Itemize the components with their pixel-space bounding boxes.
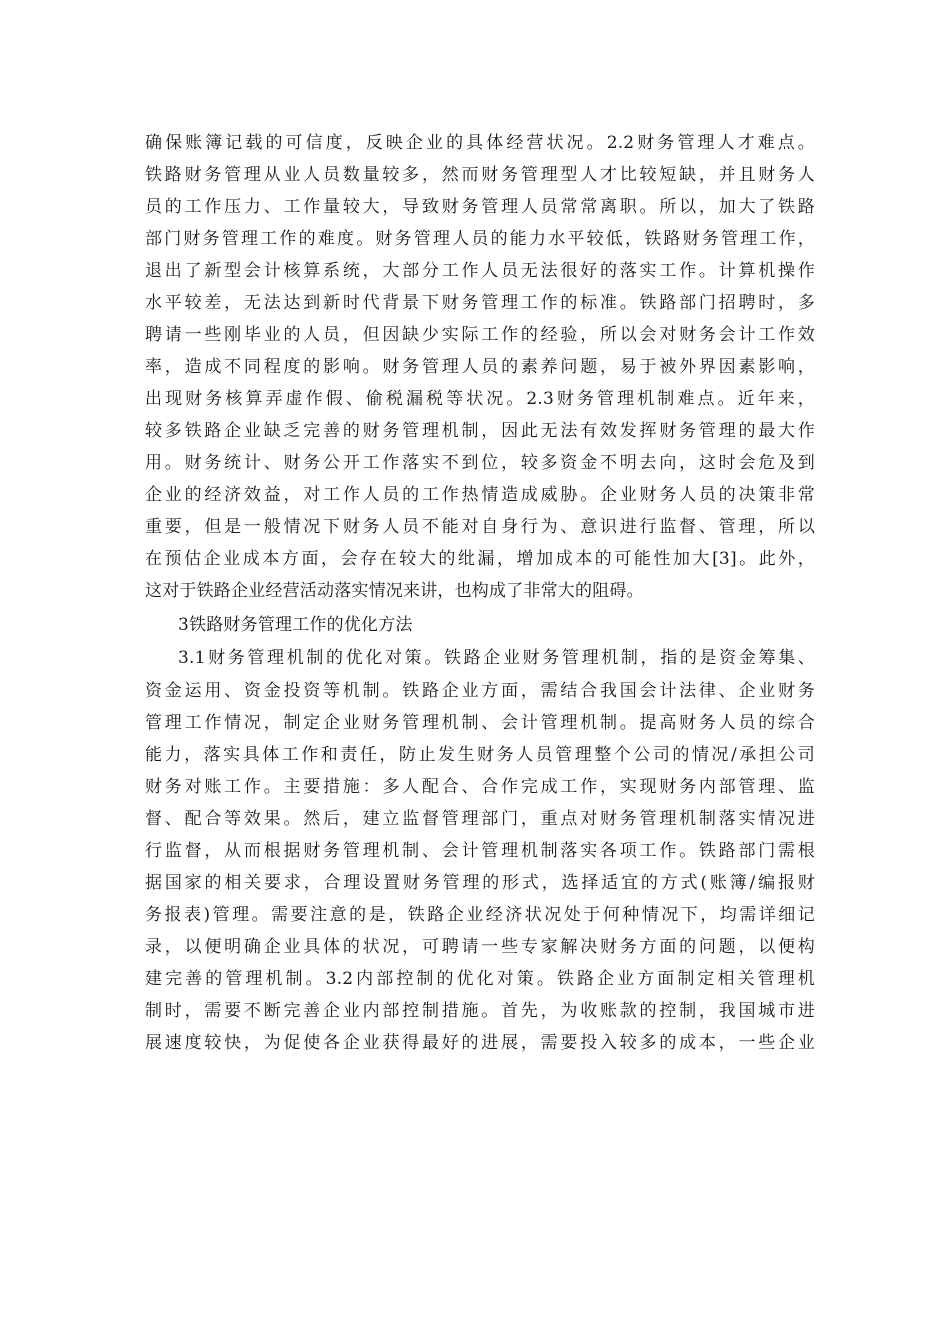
text-line: 退出了新型会计核算系统，大部分工作人员无法很好的落实工作。计算机操作 bbox=[145, 261, 815, 281]
text-line: 行监督，从而根据财务管理机制、会计管理机制落实各项工作。铁路部门需根 bbox=[145, 841, 815, 861]
text-line: 在预估企业成本方面，会存在较大的纰漏，增加成本的可能性加大[3]。此外， bbox=[145, 549, 815, 569]
text-line: 水平较差，无法达到新时代背景下财务管理工作的标准。铁路部门招聘时，多 bbox=[145, 293, 815, 313]
text-line: 务报表)管理。需要注意的是，铁路企业经济状况处于何种情况下，均需详细记 bbox=[145, 905, 815, 925]
text-line: 据国家的相关要求，合理设置财务管理的形式，选择适宜的方式(账簿/编报财 bbox=[145, 873, 815, 893]
text-line: 3.1财务管理机制的优化对策。铁路企业财务管理机制，指的是资金筹集、 bbox=[178, 648, 815, 668]
text-line: 铁路财务管理从业人员数量较多，然而财务管理型人才比较短缺，并且财务人 bbox=[145, 165, 815, 185]
text-line: 员的工作压力、工作量较大，导致财务管理人员常常离职。所以，加大了铁路 bbox=[145, 197, 815, 217]
text-line: 聘请一些刚毕业的人员，但因缺少实际工作的经验，所以会对财务会计工作效 bbox=[145, 325, 815, 345]
text-line: 用。财务统计、财务公开工作落实不到位，较多资金不明去向，这时会危及到 bbox=[145, 453, 815, 473]
text-line: 录，以便明确企业具体的状况，可聘请一些专家解决财务方面的问题，以便构 bbox=[145, 937, 815, 957]
text-line: 展速度较快，为促使各企业获得最好的进展，需要投入较多的成本，一些企业 bbox=[145, 1033, 815, 1053]
text-line: 这对于铁路企业经营活动落实情况来讲，也构成了非常大的阻碍。 bbox=[145, 581, 644, 601]
text-line: 确保账簿记载的可信度，反映企业的具体经营状况。2.2财务管理人才难点。 bbox=[145, 133, 815, 153]
text-line: 率，造成不同程度的影响。财务管理人员的素养问题，易于被外界因素影响， bbox=[145, 357, 815, 377]
text-line: 出现财务核算弄虚作假、偷税漏税等状况。2.3财务管理机制难点。近年来， bbox=[145, 389, 815, 409]
section-heading: 3铁路财务管理工作的优化方法 bbox=[178, 615, 413, 635]
text-line: 企业的经济效益，对工作人员的工作热情造成威胁。企业财务人员的决策非常 bbox=[145, 485, 815, 505]
text-line: 重要，但是一般情况下财务人员不能对自身行为、意识进行监督、管理，所以 bbox=[145, 517, 815, 537]
text-line: 管理工作情况，制定企业财务管理机制、会计管理机制。提高财务人员的综合 bbox=[145, 713, 815, 733]
text-line: 督、配合等效果。然后，建立监督管理部门，重点对财务管理机制落实情况进 bbox=[145, 809, 815, 829]
text-line: 财务对账工作。主要措施：多人配合、合作完成工作，实现财务内部管理、监 bbox=[145, 777, 815, 797]
text-line: 建完善的管理机制。3.2内部控制的优化对策。铁路企业方面制定相关管理机 bbox=[145, 969, 815, 989]
text-line: 能力，落实具体工作和责任，防止发生财务人员管理整个公司的情况/承担公司 bbox=[145, 745, 815, 765]
text-line: 制时，需要不断完善企业内部控制措施。首先，为收账款的控制，我国城市进 bbox=[145, 1001, 815, 1021]
text-line: 资金运用、资金投资等机制。铁路企业方面，需结合我国会计法律、企业财务 bbox=[145, 681, 815, 701]
text-line: 部门财务管理工作的难度。财务管理人员的能力水平较低，铁路财务管理工作， bbox=[145, 229, 815, 249]
text-line: 较多铁路企业缺乏完善的财务管理机制，因此无法有效发挥财务管理的最大作 bbox=[145, 421, 815, 441]
